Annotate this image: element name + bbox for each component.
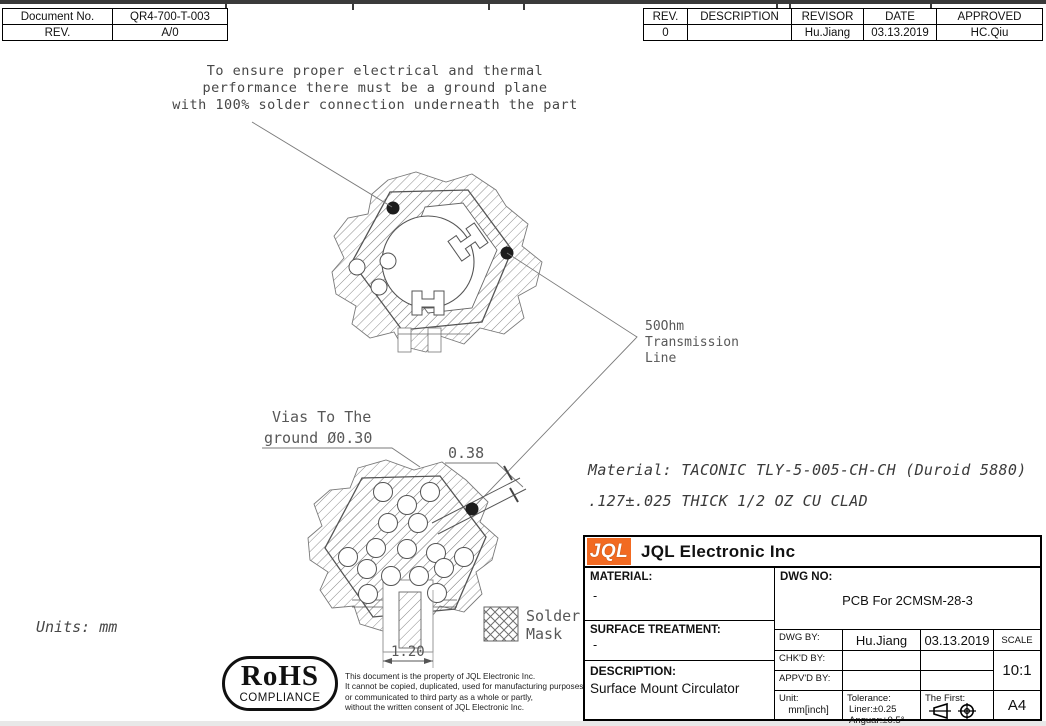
legal-notice bbox=[345, 671, 595, 712]
description-cell bbox=[585, 661, 775, 719]
dwg-no-value: PCB For 2CMSM-28-3 bbox=[842, 593, 973, 608]
projection-cell bbox=[921, 691, 994, 719]
solder-mask-swatch bbox=[484, 607, 518, 641]
first-angle-projection-icon bbox=[929, 703, 985, 719]
solder-point-dot bbox=[466, 503, 479, 516]
company-name: JQL Electronic Inc bbox=[641, 541, 796, 561]
transmission-label-line2: Transmission bbox=[645, 335, 739, 350]
vias-note-line1: Vias To The bbox=[272, 408, 372, 426]
jql-logo: JQL bbox=[587, 538, 631, 565]
surface-treatment-value: - bbox=[593, 638, 598, 652]
dim-038-label: 0.38 bbox=[448, 444, 485, 462]
doc-rev-value: A/0 bbox=[161, 26, 179, 39]
dim-120-arrow bbox=[424, 658, 433, 664]
dwg-no-label: DWG NO: bbox=[780, 571, 833, 583]
paper-size-value: A4 bbox=[1007, 696, 1027, 714]
doc-no-label: Document No. bbox=[3, 9, 113, 25]
tolerance-cell bbox=[843, 691, 921, 726]
scale-value: 10:1 bbox=[994, 651, 1040, 691]
solder-mask-label-line2: Mask bbox=[526, 625, 563, 643]
approved-value: HC.Qiu bbox=[970, 26, 1009, 39]
dwg-by-value: Hu.Jiang bbox=[843, 630, 921, 651]
chkd-by-value bbox=[843, 651, 921, 671]
ground-plane-note-line1: To ensure proper electrical and thermal bbox=[206, 63, 544, 79]
legal-line4: without the written consent of JQL Electronic Inc. bbox=[345, 701, 525, 712]
unit-value: mm[inch] bbox=[788, 705, 829, 716]
unit-cell bbox=[775, 691, 843, 719]
material-note-line2: .127±.025 THICK 1/2 OZ CU CLAD bbox=[588, 492, 868, 510]
doc-no-value: QR4-700-T-003 bbox=[113, 9, 227, 25]
material-cell bbox=[585, 568, 775, 621]
doc-rev-label: REV. bbox=[3, 25, 113, 40]
title-block-header bbox=[585, 537, 1040, 568]
pad-top-view bbox=[332, 172, 542, 352]
dim-120-label: 1.20 bbox=[391, 644, 425, 660]
chkd-by-date bbox=[921, 651, 994, 671]
via-hole bbox=[380, 253, 396, 269]
first-angle-label: The First: bbox=[925, 693, 966, 704]
surface-treatment-label: SURFACE TREATMENT: bbox=[590, 624, 721, 636]
rev-value: 0 bbox=[644, 25, 688, 40]
bottom-stub bbox=[398, 328, 411, 352]
material-label: MATERIAL: bbox=[590, 571, 653, 583]
ground-plane-note-line2: performance there must be a ground plane bbox=[202, 80, 548, 96]
description-value: Surface Mount Circulator bbox=[590, 681, 740, 696]
solder-point-dot bbox=[387, 202, 400, 215]
description-label: DESCRIPTION: bbox=[590, 664, 677, 678]
feed-tab-hatched bbox=[399, 592, 421, 648]
unit-label: Unit: bbox=[779, 693, 799, 704]
rohs-subtitle: COMPLIANCE bbox=[239, 692, 321, 704]
ground-plane-note-line3: with 100% solder connection underneath the part bbox=[172, 97, 578, 113]
rohs-badge bbox=[222, 656, 338, 711]
revisor-value: Hu.Jiang bbox=[792, 25, 864, 40]
material-note-line1: Material: TACONIC TLY-5-005-CH-CH (Duroid 5880) bbox=[588, 461, 1027, 479]
via-hole bbox=[349, 259, 365, 275]
surface-treatment-cell bbox=[585, 621, 775, 661]
scale-label: SCALE bbox=[994, 630, 1040, 651]
rev-header: REV. bbox=[644, 9, 688, 25]
dwg-by-date: 03.13.2019 bbox=[921, 630, 994, 651]
via-hole bbox=[371, 279, 387, 295]
tolerance-label: Tolerance: bbox=[847, 693, 891, 704]
appvd-by-label: APPV'D BY: bbox=[775, 671, 843, 691]
date-header: DATE bbox=[864, 9, 937, 25]
legal-line3: or communicated to third party as a whole or partly, bbox=[345, 691, 533, 702]
solder-mask-label-line1: Solder bbox=[526, 607, 581, 625]
description-header: DESCRIPTION bbox=[688, 9, 792, 25]
vias-note-line2: ground Ø0.30 bbox=[264, 429, 373, 447]
tolerance-liner: Liner:±0.25 bbox=[849, 704, 897, 715]
revisor-header: REVISOR bbox=[792, 9, 864, 25]
dwg-no-cell bbox=[775, 568, 1040, 630]
note-leader-line bbox=[252, 122, 392, 207]
units-note: Units: mm bbox=[36, 618, 118, 636]
appvd-by-value bbox=[843, 671, 921, 691]
chkd-by-label: CHK'D BY: bbox=[775, 651, 843, 671]
date-value: 03.13.2019 bbox=[864, 25, 937, 40]
bottom-stub bbox=[428, 328, 441, 352]
transmission-label-line3: Line bbox=[645, 351, 677, 366]
material-value: - bbox=[593, 589, 598, 603]
tolerance-angular: Anguar:±0.5° bbox=[849, 715, 905, 726]
rohs-title: RoHS bbox=[240, 660, 320, 692]
approved-header: APPROVED bbox=[937, 9, 1042, 25]
title-block bbox=[583, 535, 1042, 726]
transmission-label-line1: 50Ohm bbox=[645, 319, 685, 334]
dwg-by-label: DWG BY: bbox=[775, 630, 843, 651]
legal-line2: It cannot be copied, duplicated, used for manufacturing purposes bbox=[345, 681, 584, 692]
material-note bbox=[588, 461, 1043, 510]
appvd-by-date bbox=[921, 671, 994, 691]
legal-line1: This document is the property of JQL Electronic Inc. bbox=[345, 671, 536, 681]
